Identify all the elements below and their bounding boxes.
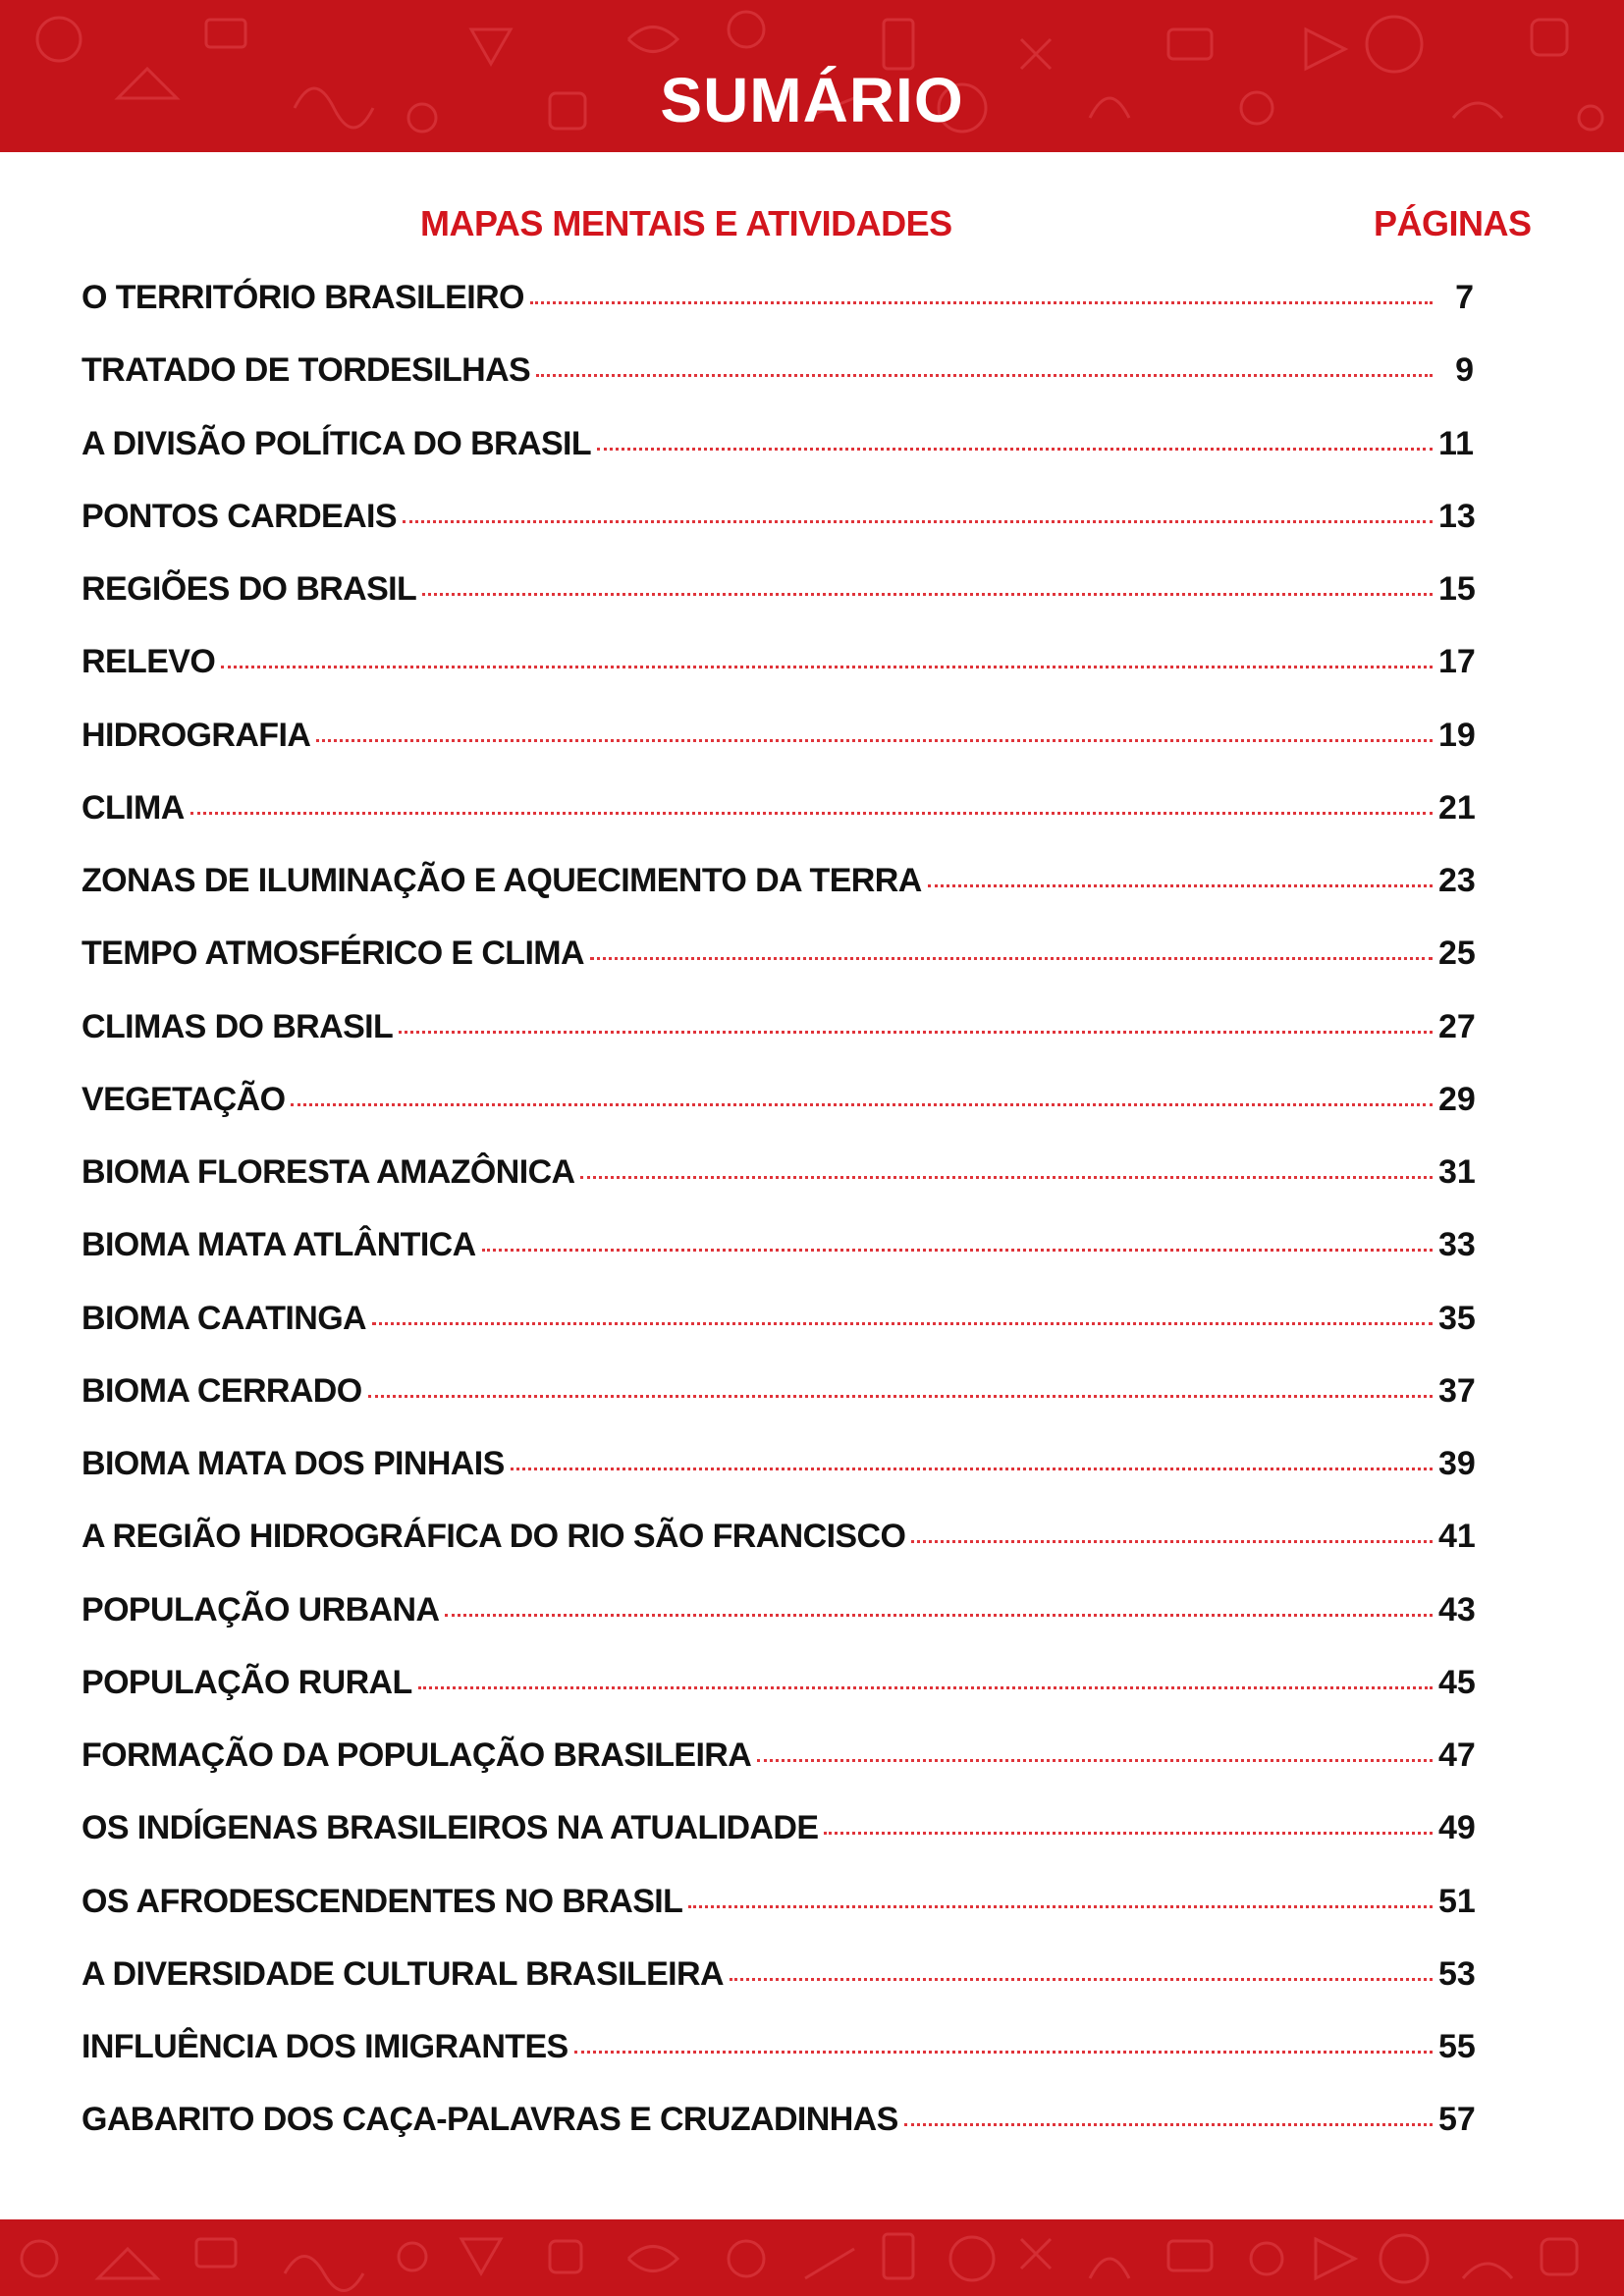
toc-item-title: A DIVISÃO POLÍTICA DO BRASIL	[81, 424, 592, 462]
toc-item[interactable]	[81, 789, 1474, 862]
toc-item[interactable]	[81, 570, 1474, 643]
page-title: SUMÁRIO	[660, 65, 964, 135]
toc-item-title: OS AFRODESCENDENTES NO BRASIL	[81, 1882, 683, 1920]
toc-item-page: 55	[1438, 2028, 1476, 2065]
toc-item[interactable]	[81, 1008, 1474, 1081]
toc-item[interactable]	[81, 643, 1474, 716]
dotted-leader	[418, 1686, 1433, 1689]
toc-item-title: POPULAÇÃO URBANA	[81, 1590, 440, 1629]
toc-item-title: RELEVO	[81, 643, 216, 681]
toc-item-page: 15	[1438, 570, 1476, 608]
toc-item-page: 31	[1438, 1153, 1476, 1191]
dotted-leader	[530, 301, 1433, 304]
toc-item-title: CLIMAS DO BRASIL	[81, 1007, 394, 1045]
toc-item-title: INFLUÊNCIA DOS IMIGRANTES	[81, 2028, 568, 2065]
dotted-leader	[574, 2051, 1433, 2054]
dotted-leader	[291, 1103, 1433, 1106]
toc-item-title: O TERRITÓRIO BRASILEIRO	[81, 279, 524, 316]
toc-item[interactable]	[81, 1153, 1474, 1226]
dotted-leader	[445, 1614, 1433, 1617]
dotted-leader	[730, 1978, 1433, 1981]
dotted-leader	[368, 1395, 1433, 1398]
toc-item-title: A REGIÃO HIDROGRÁFICA DO RIO SÃO FRANCISCO	[81, 1518, 906, 1556]
doodle-pattern	[0, 2219, 1624, 2296]
toc-item-page: 51	[1438, 1882, 1476, 1920]
toc-item-page: 29	[1438, 1080, 1476, 1118]
toc-item[interactable]	[81, 2028, 1474, 2101]
dotted-leader	[580, 1176, 1433, 1179]
toc-item-title: FORMAÇÃO DA POPULAÇÃO BRASILEIRA	[81, 1736, 752, 1774]
toc-item[interactable]	[81, 1955, 1474, 2028]
toc-item-page: 49	[1438, 1809, 1476, 1847]
toc-item-page: 25	[1438, 934, 1476, 973]
dotted-leader	[688, 1905, 1433, 1908]
toc-item-title: TRATADO DE TORDESILHAS	[81, 351, 531, 390]
toc-item[interactable]	[81, 2101, 1474, 2173]
toc-item-title: GABARITO DOS CAÇA-PALAVRAS E CRUZADINHAS	[81, 2101, 898, 2139]
toc-item-page: 19	[1438, 716, 1476, 754]
toc-item[interactable]	[81, 1591, 1474, 1664]
toc-item-page: 21	[1438, 788, 1476, 827]
toc-item[interactable]	[81, 717, 1474, 789]
toc-item[interactable]	[81, 1445, 1474, 1518]
toc-item-page: 17	[1438, 643, 1476, 681]
toc-item-title: VEGETAÇÃO	[81, 1080, 286, 1118]
toc-item-page: 43	[1438, 1590, 1476, 1629]
toc-item-page: 37	[1438, 1371, 1476, 1410]
dotted-leader	[422, 593, 1433, 596]
toc-item-page: 7	[1455, 279, 1474, 316]
dotted-leader	[482, 1249, 1433, 1252]
toc-item-page: 11	[1438, 424, 1474, 462]
toc-item[interactable]	[81, 1809, 1474, 1882]
toc-item[interactable]	[81, 1736, 1474, 1809]
toc-item-page: 35	[1438, 1299, 1476, 1337]
toc-item-page: 27	[1438, 1007, 1476, 1045]
toc-item-title: ZONAS DE ILUMINAÇÃO E AQUECIMENTO DA TERRA	[81, 862, 922, 899]
toc-item[interactable]	[81, 1664, 1474, 1736]
toc-item-page: 9	[1455, 351, 1474, 390]
toc-item-title: HIDROGRAFIA	[81, 716, 311, 754]
column-header-pages: PÁGINAS	[1374, 203, 1532, 243]
toc-item[interactable]	[81, 1518, 1474, 1590]
toc-item-page: 53	[1438, 1954, 1476, 1993]
toc-item-title: POPULAÇÃO RURAL	[81, 1663, 412, 1701]
toc-item-page: 41	[1438, 1518, 1476, 1556]
toc-item[interactable]	[81, 862, 1474, 934]
toc-item[interactable]	[81, 1372, 1474, 1445]
toc-item-page: 23	[1438, 862, 1476, 899]
table-of-contents	[81, 279, 1474, 2174]
toc-item-title: PONTOS CARDEAIS	[81, 497, 397, 535]
toc-item[interactable]	[81, 425, 1474, 498]
toc-item-title: TEMPO ATMOSFÉRICO E CLIMA	[81, 934, 584, 973]
dotted-leader	[511, 1468, 1433, 1470]
toc-item[interactable]	[81, 1226, 1474, 1299]
dotted-leader	[403, 520, 1433, 523]
toc-item-title: BIOMA MATA ATLÂNTICA	[81, 1226, 476, 1264]
dotted-leader	[904, 2123, 1433, 2126]
toc-item-title: BIOMA FLORESTA AMAZÔNICA	[81, 1153, 575, 1191]
dotted-leader	[221, 666, 1433, 668]
toc-item-page: 45	[1438, 1663, 1476, 1701]
dotted-leader	[911, 1540, 1433, 1543]
toc-item-page: 47	[1438, 1736, 1476, 1774]
dotted-leader	[372, 1322, 1433, 1325]
dotted-leader	[757, 1759, 1433, 1762]
dotted-leader	[536, 374, 1433, 377]
dotted-leader	[190, 812, 1433, 815]
toc-item-title: REGIÕES DO BRASIL	[81, 570, 417, 608]
toc-item-page: 57	[1438, 2101, 1476, 2139]
toc-item-title: BIOMA CAATINGA	[81, 1299, 367, 1337]
toc-item-title: BIOMA CERRADO	[81, 1371, 362, 1410]
dotted-leader	[824, 1832, 1433, 1835]
toc-item[interactable]	[81, 1081, 1474, 1153]
dotted-leader	[399, 1031, 1433, 1034]
dotted-leader	[316, 739, 1433, 742]
toc-item-title: BIOMA MATA DOS PINHAIS	[81, 1445, 505, 1482]
toc-item-title: CLIMA	[81, 788, 185, 827]
toc-item[interactable]	[81, 1883, 1474, 1955]
toc-item[interactable]	[81, 498, 1474, 570]
toc-item-page: 33	[1438, 1226, 1476, 1264]
toc-item[interactable]	[81, 934, 1474, 1007]
header-band	[0, 0, 1624, 152]
dotted-leader	[928, 884, 1433, 887]
dotted-leader	[597, 448, 1433, 451]
dotted-leader	[590, 957, 1433, 960]
toc-item-page: 39	[1438, 1445, 1476, 1482]
column-header-contents: MAPAS MENTAIS E ATIVIDADES	[420, 203, 952, 243]
toc-item-title: A DIVERSIDADE CULTURAL BRASILEIRA	[81, 1954, 724, 1993]
toc-item-title: OS INDÍGENAS BRASILEIROS NA ATUALIDADE	[81, 1809, 819, 1847]
toc-item[interactable]	[81, 279, 1474, 351]
toc-item[interactable]	[81, 351, 1474, 424]
footer-band	[0, 2219, 1624, 2296]
toc-item-page: 13	[1438, 497, 1476, 535]
toc-item[interactable]	[81, 1300, 1474, 1372]
